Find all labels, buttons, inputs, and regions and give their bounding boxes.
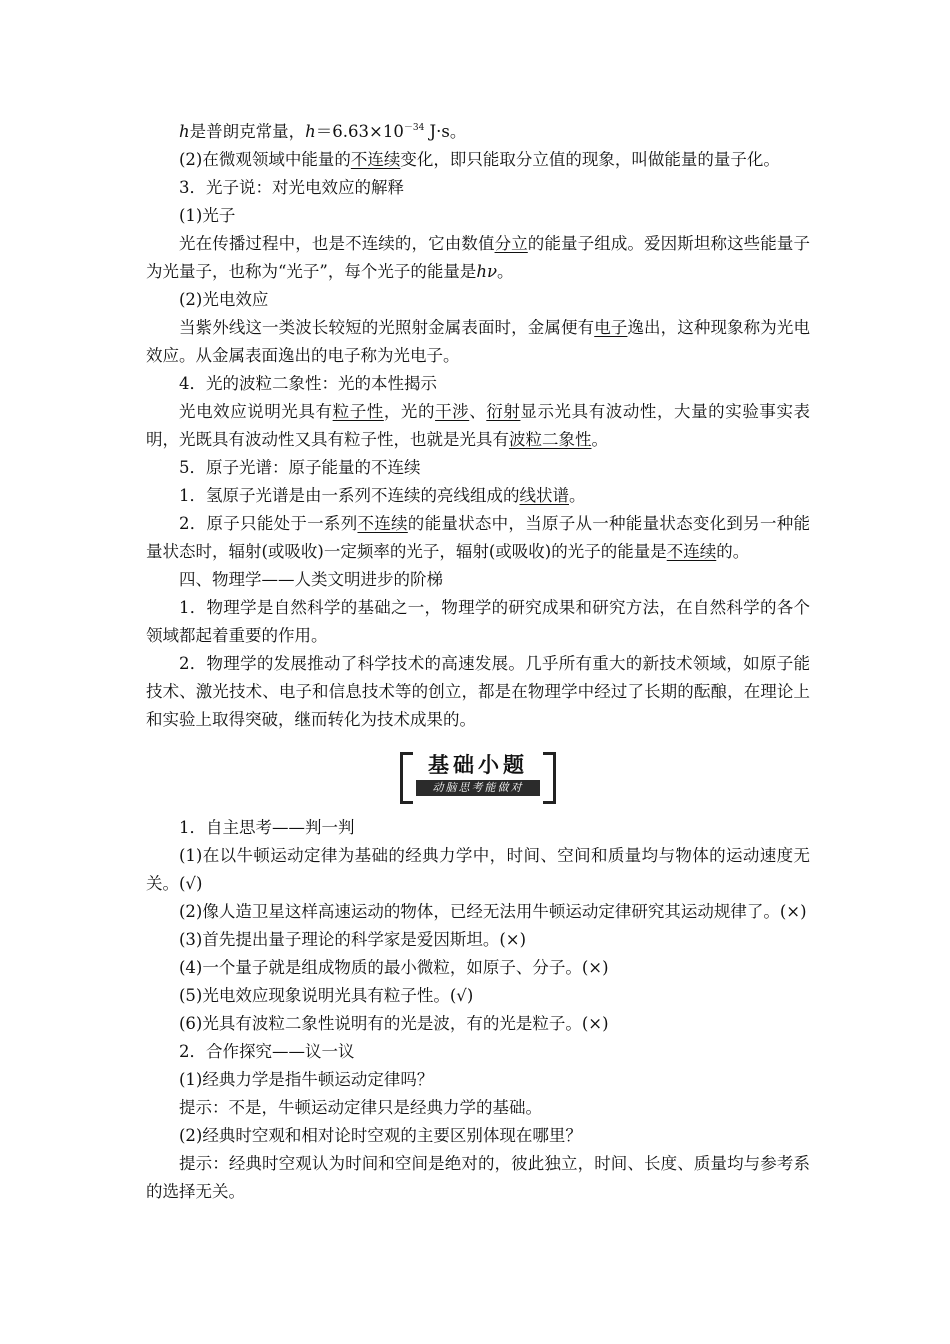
- exercise-item: (3)首先提出量子理论的科学家是爱因斯坦。(×): [179, 930, 527, 949]
- paragraph-physics-tech: 2．物理学的发展推动了科学技术的高速发展。几乎所有重大的新技术领域，如原子能技术、激光技术、电子和信息技术等的创立，都是在物理学中经过了长期的酝酿，在理论上和实验上取得突破，继而转化为技术成果的。: [146, 654, 810, 729]
- discussion-question: (1)经典力学是指牛顿运动定律吗？: [179, 1070, 434, 1089]
- paragraph-physics-basis: 1．物理学是自然科学的基础之一，物理学的研究成果和研究方法，在自然科学的各个领域都起着重要的作用。: [146, 598, 810, 645]
- underlined-answer: 衍射: [486, 402, 521, 421]
- exercise-heading-discuss: 2．合作探究——议一议: [179, 1042, 355, 1061]
- text: 显示光具有波动性，大量的实验事实表明，光既具有波动性又具有粒子性，也就是光具有: [146, 402, 811, 449]
- paragraph-quantization: [146, 146, 810, 174]
- text: ＝6.63×10: [315, 122, 404, 141]
- text: 、: [469, 402, 487, 421]
- text: 是普朗克常量，: [189, 122, 306, 141]
- heading-section-four: 四、物理学——人类文明进步的阶梯: [179, 570, 443, 589]
- text: (2)在微观领域中能量的: [179, 150, 351, 169]
- banner-title: 基础小题: [428, 753, 528, 777]
- symbol-h: h: [179, 122, 190, 141]
- section-banner-area: [146, 734, 810, 814]
- discussion-question: (2)经典时空观和相对论时空观的主要区别体现在哪里？: [179, 1126, 582, 1145]
- discussion-hint: 提示：不是，牛顿运动定律只是经典力学的基础。: [179, 1098, 542, 1117]
- text: ，光的: [383, 402, 436, 421]
- text: 。: [497, 262, 514, 281]
- underlined-answer: 不连续: [666, 542, 717, 561]
- subheading-photon: (1)光子: [179, 206, 236, 225]
- text: 。: [569, 486, 586, 505]
- text: 光电效应说明光具有: [179, 402, 333, 421]
- text: 当紫外线这一类波长较短的光照射金属表面时，金属便有: [179, 318, 595, 337]
- underlined-answer: 粒子性: [332, 402, 384, 421]
- text: 1．氢原子光谱是由一系列不连续的亮线组成的: [179, 486, 520, 505]
- exercise-item: (2)像人造卫星这样高速运动的物体，已经无法用牛顿运动定律研究其运动规律了。(×): [179, 902, 807, 921]
- heading-photon-theory: 3．光子说：对光电效应的解释: [179, 178, 404, 197]
- exponent: －34: [403, 123, 425, 133]
- section-banner: [400, 752, 556, 798]
- paragraph-planck: [146, 118, 810, 146]
- underlined-answer: 分立: [494, 234, 528, 253]
- heading-wave-particle: 4．光的波粒二象性：光的本性揭示: [179, 374, 437, 393]
- symbol-hv: hν: [476, 262, 498, 281]
- exercise-heading-judge: 1．自主思考——判一判: [179, 818, 355, 837]
- underlined-answer: 不连续: [350, 150, 401, 169]
- exercise-item: (4)一个量子就是组成物质的最小微粒，如原子、分子。(×): [179, 958, 609, 977]
- text: 2．原子只能处于一系列: [179, 514, 358, 533]
- underlined-answer: 波粒二象性: [509, 430, 592, 449]
- text: J·s。: [424, 122, 467, 141]
- banner-subtitle: 动脑思考能做对: [416, 780, 540, 796]
- heading-atomic-spectrum: 5．原子光谱：原子能量的不连续: [179, 458, 421, 477]
- paragraph-wave-particle: [146, 398, 810, 454]
- paragraph-photoelectric: [146, 314, 810, 370]
- bracket-right-icon: [543, 752, 556, 804]
- exercise-item: (6)光具有波粒二象性说明有的光是波，有的光是粒子。(×): [179, 1014, 609, 1033]
- text: 的能量状态中，当原子从一种能量状态变化到另一种能量状态时，辐射(或吸收)一定频率的光子，辐射(或吸收)的光子的能量是: [146, 514, 811, 561]
- discussion-hint: 提示：经典时空观认为时间和空间是绝对的，彼此独立，时间、长度、质量均与参考系的选择无关。: [146, 1154, 810, 1201]
- exercise-item: (5)光电效应现象说明光具有粒子性。(√): [179, 986, 474, 1005]
- text: 的。: [716, 542, 750, 561]
- underlined-answer: 线状谱: [519, 486, 569, 505]
- document-page: [146, 118, 810, 1206]
- underlined-answer: 电子: [594, 318, 628, 337]
- text: 变化，即只能取分立值的现象，叫做能量的量子化。: [400, 150, 780, 169]
- text: 逸出，这种现象称为光电效应。从金属表面逸出的电子称为光电子。: [146, 318, 811, 365]
- text: 。: [591, 430, 608, 449]
- underlined-answer: 干涉: [435, 402, 470, 421]
- symbol-h: h: [305, 122, 316, 141]
- underlined-answer: 不连续: [357, 514, 408, 533]
- exercise-item: (1)在以牛顿运动定律为基础的经典力学中，时间、空间和质量均与物体的运动速度无关。(√): [146, 846, 810, 893]
- text: 的能量子组成。爱因斯坦称这些能量子为光量子，也称为“光子”，每个光子的能量是: [146, 234, 811, 281]
- subheading-photoelectric: (2)光电效应: [179, 290, 269, 309]
- paragraph-energy-states: [146, 510, 810, 566]
- paragraph-photon: [146, 230, 810, 286]
- paragraph-hydrogen: [146, 482, 810, 510]
- text: 光在传播过程中，也是不连续的，它由数值: [179, 234, 495, 253]
